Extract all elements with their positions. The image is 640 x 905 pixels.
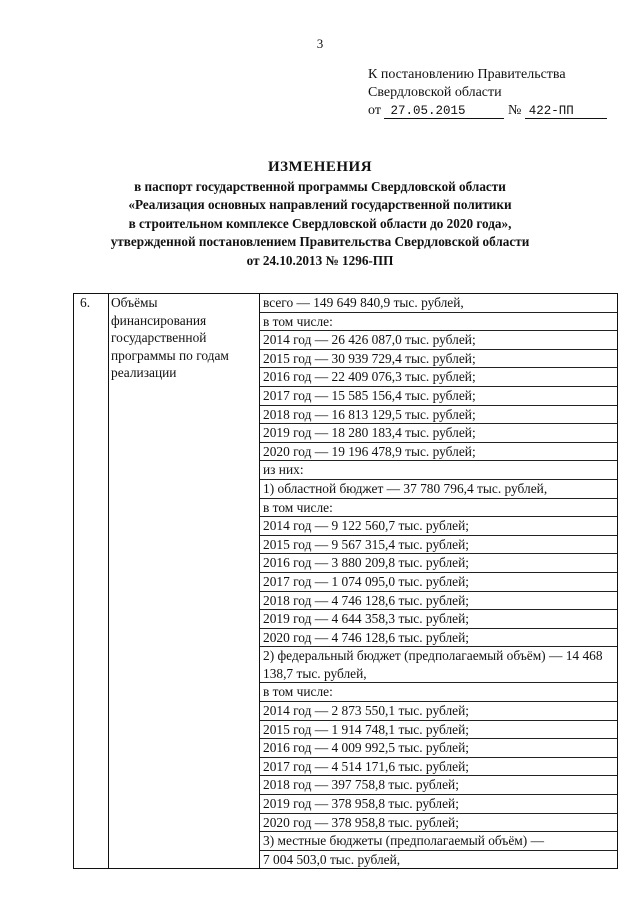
value-line: 2019 год — 378 958,8 тыс. рублей; [260,795,617,814]
decree-line-1: К постановлению Правительства [368,67,566,82]
row-values-cell [260,294,618,869]
value-line: 2014 год — 26 426 087,0 тыс. рублей; [260,331,617,350]
row-name-line: реализации [111,365,177,381]
value-line: 2015 год — 30 939 729,4 тыс. рублей; [260,350,617,369]
table-row [74,294,618,869]
decree-date: 27.05.2015 [384,104,504,119]
value-line: 2020 год — 378 958,8 тыс. рублей; [260,814,617,833]
title-main: ИЗМЕНЕНИЯ [267,159,373,175]
value-line: 2018 год — 4 746 128,6 тыс. рублей; [260,592,617,611]
value-line: 2019 год — 18 280 183,4 тыс. рублей; [260,424,617,443]
value-line: 2018 год — 397 758,8 тыс. рублей; [260,776,617,795]
value-line: 7 004 503,0 тыс. рублей, [263,851,401,867]
title-line: от 24.10.2013 № 1296-ПП [246,252,394,268]
value-line: всего — 149 649 840,9 тыс. рублей, [260,294,617,313]
page-number: 3 [316,36,324,51]
value-line: 2014 год — 2 873 550,1 тыс. рублей; [260,702,617,721]
row-name-line: финансирования [111,312,207,328]
value-line: в том числе: [260,683,617,702]
decree-date-line [368,102,607,120]
value-line: 2016 год — 4 009 992,5 тыс. рублей; [260,739,617,758]
value-line: 2019 год — 4 644 358,3 тыс. рублей; [260,610,617,629]
value-line: из них: [260,461,617,480]
value-line: 2016 год — 3 880 209,8 тыс. рублей; [260,554,617,573]
row-name-cell [109,294,260,869]
value-line: 2020 год — 4 746 128,6 тыс. рублей; [260,629,617,648]
value-line: 2015 год — 1 914 748,1 тыс. рублей; [260,721,617,740]
value-line: 2015 год — 9 567 315,4 тыс. рублей; [260,536,617,555]
value-line: 2017 год — 15 585 156,4 тыс. рублей; [260,387,617,406]
decree-reference [368,66,607,120]
decree-number: 422-ПП [525,104,607,119]
value-line: в том числе: [260,313,617,332]
value-line: 2017 год — 4 514 171,6 тыс. рублей; [260,758,617,777]
value-line: 1) областной бюджет — 37 780 796,4 тыс. рублей, [260,480,617,499]
ot-label: от [368,103,381,118]
decree-line-2: Свердловской области [368,85,502,100]
value-line: в том числе: [260,499,617,518]
row-name-line: программы по годам [111,347,229,363]
number-label: № [507,103,522,118]
title-line: в паспорт государственной программы Свердловской области [134,178,506,194]
row-number: 6. [74,294,109,869]
title-line: утвержденной постановлением Правительства Свердловской области [110,234,530,250]
value-line: 2017 год — 1 074 095,0 тыс. рублей; [260,573,617,592]
row-name-line: государственной [111,330,207,346]
value-line: 2018 год — 16 813 129,5 тыс. рублей; [260,406,617,425]
document-title [0,158,640,271]
value-line: 2020 год — 19 196 478,9 тыс. рублей; [260,443,617,462]
title-line: «Реализация основных направлений государственной политики [128,197,512,213]
value-line: 2014 год — 9 122 560,7 тыс. рублей; [260,517,617,536]
funding-table [73,293,618,869]
value-line: 2) федеральный бюджет (предполагаемый объём) — 14 468 138,7 тыс. рублей, [260,647,617,683]
row-name-line: Объёмы [111,295,158,310]
title-line: в строительном комплексе Свердловской области до 2020 года», [128,215,512,231]
value-line: 3) местные бюджеты (предполагаемый объём) — [260,832,617,851]
value-line: 2016 год — 22 409 076,3 тыс. рублей; [260,368,617,387]
